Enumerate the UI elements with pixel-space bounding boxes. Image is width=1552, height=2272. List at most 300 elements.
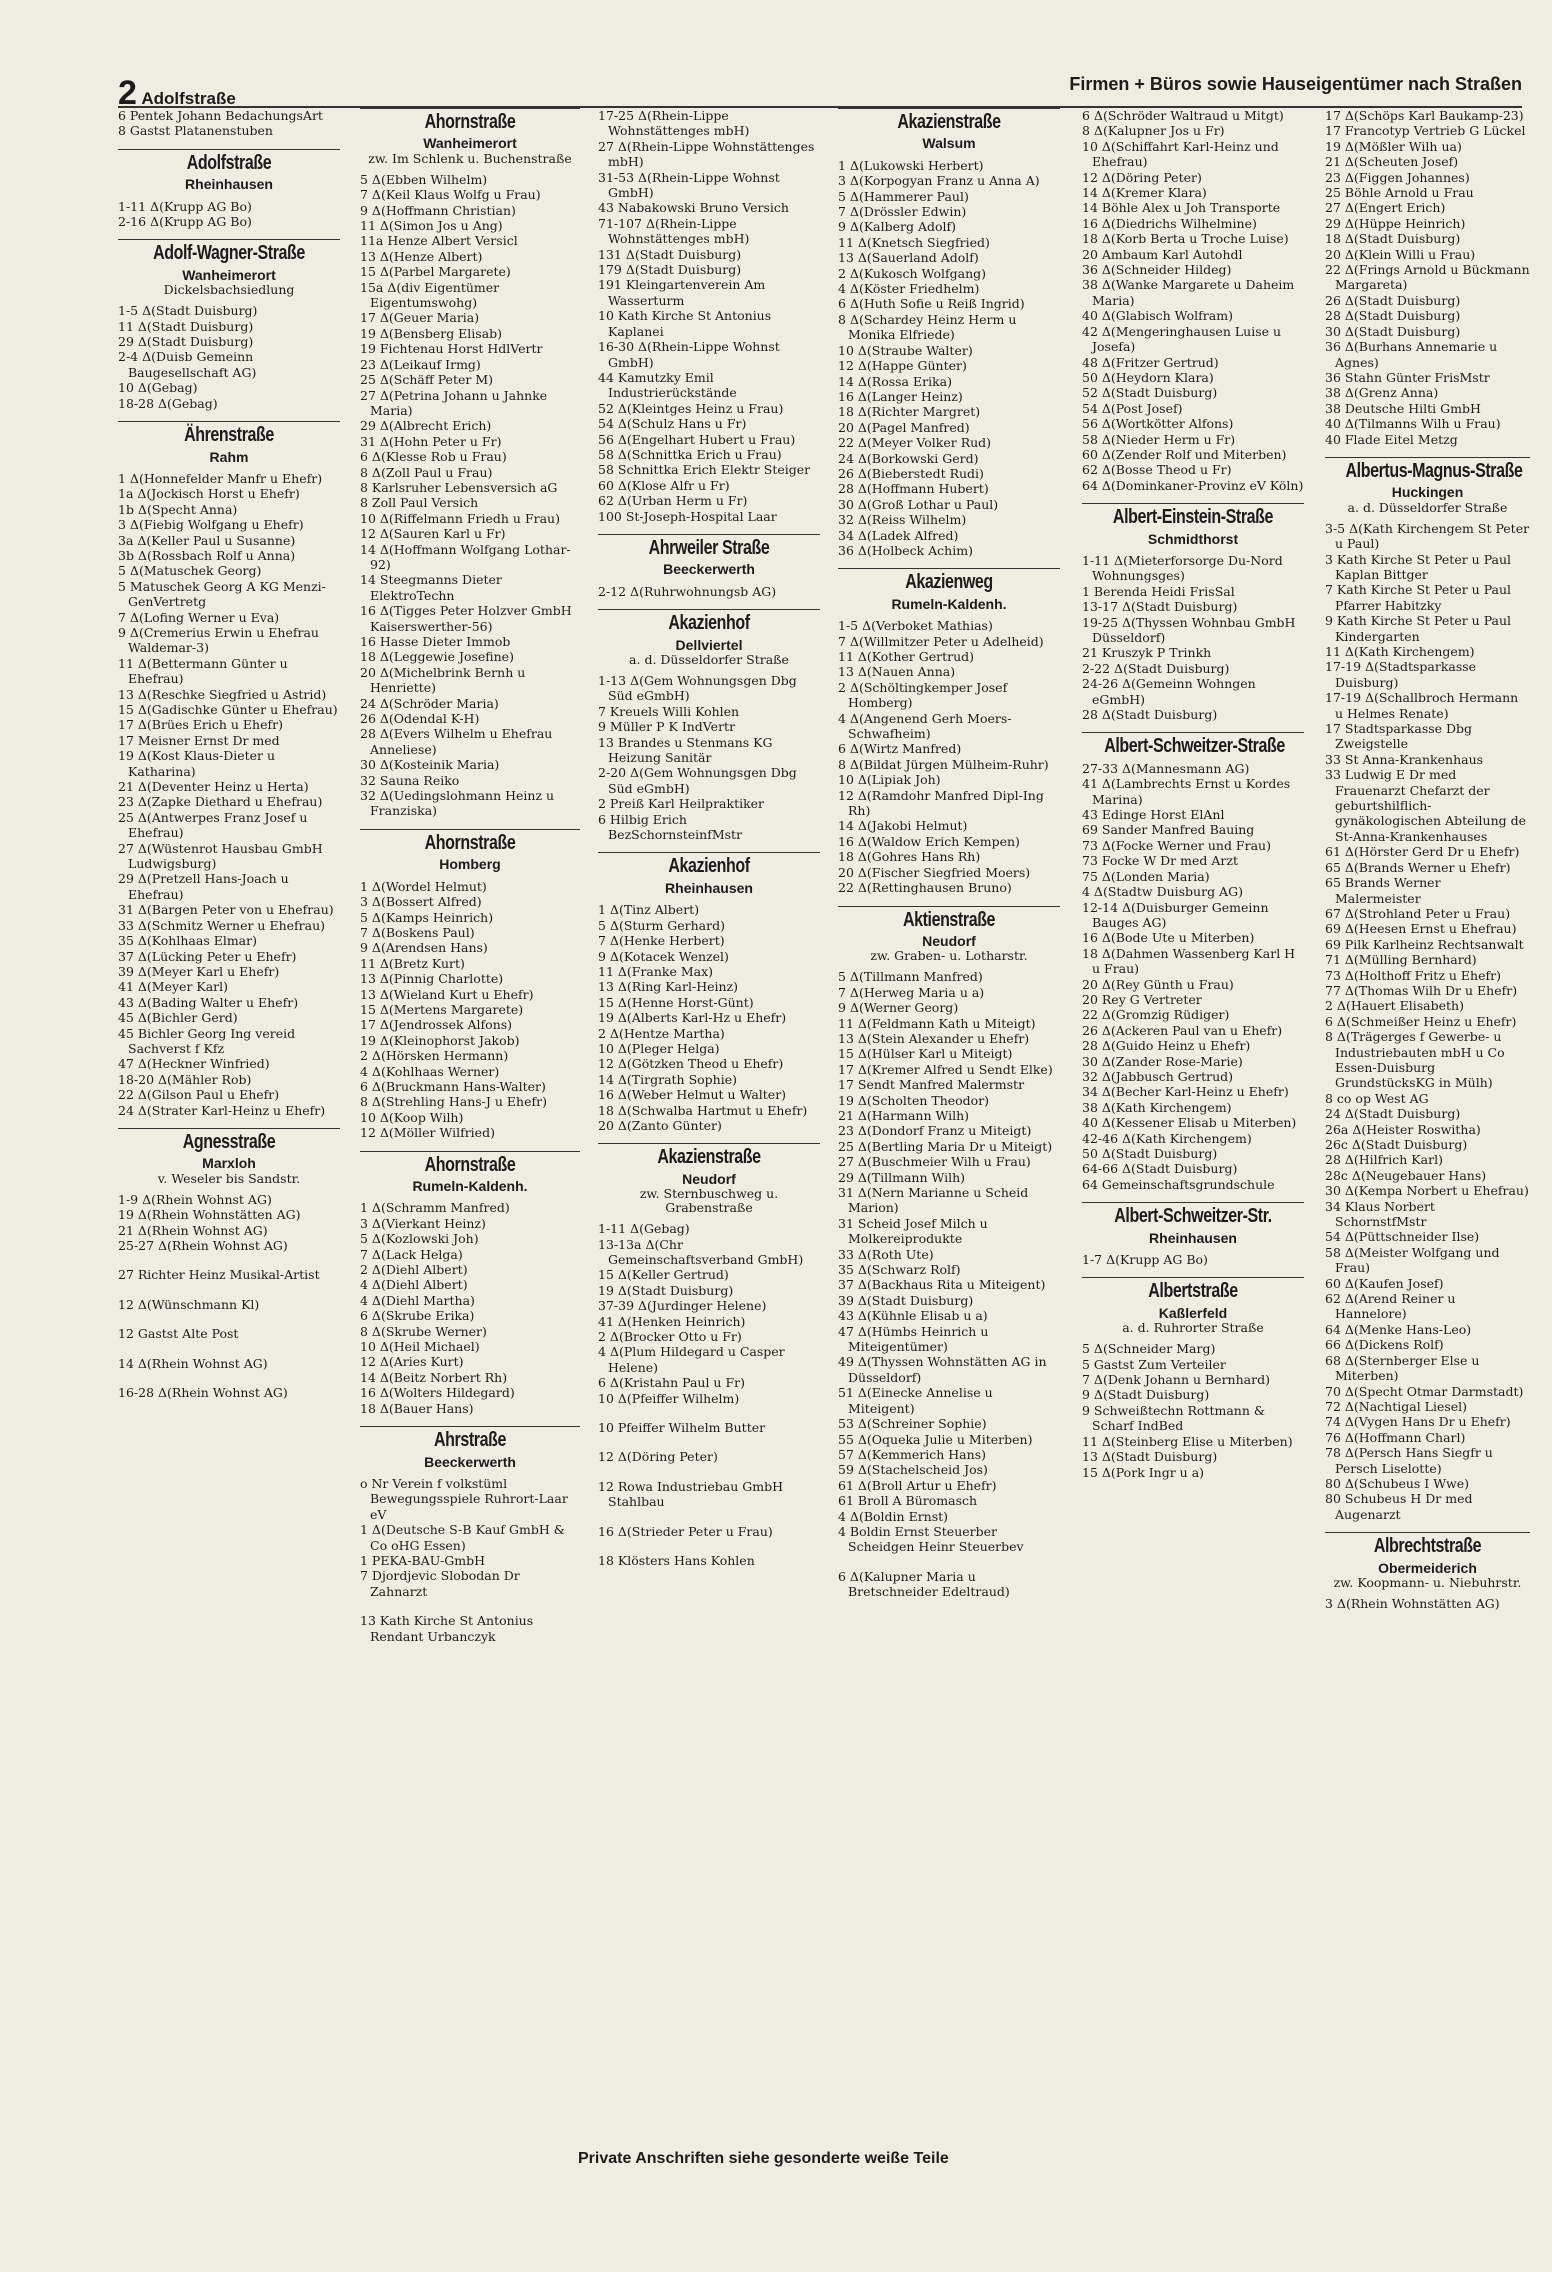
address-entry: 64 Δ(Menke Hans-Leo) xyxy=(1325,1321,1472,1337)
address-entry: 26c Δ(Stadt Duisburg) xyxy=(1325,1137,1468,1152)
address-entry: 24 Δ(Stadt Duisburg) xyxy=(1325,1106,1461,1122)
address-entry: 74 Δ(Vygen Hans Dr u Ehefr) xyxy=(1325,1414,1511,1430)
address-entry: 1 Berenda Heidi FrisSal xyxy=(1082,583,1235,599)
address-entry: 18-20 Δ(Mähler Rob) xyxy=(118,1071,252,1087)
district-name: Kaßlerfeld xyxy=(1158,1304,1228,1321)
address-entry: 1a Δ(Jockisch Horst u Ehefr) xyxy=(118,486,300,502)
address-entry: 19 Δ(Stadt Duisburg) xyxy=(598,1282,734,1298)
address-entry: 6 Δ(Skrube Erika) xyxy=(360,1308,475,1324)
address-entry: 30 Δ(Stadt Duisburg) xyxy=(1325,323,1461,339)
address-entry: 10 Kath Kirche St Antonius Kaplanei xyxy=(598,308,772,339)
section-rule xyxy=(360,108,580,109)
address-entry: 16 Δ(Waldow Erich Kempen) xyxy=(838,833,1020,849)
address-entry: 36 Stahn Günter FrisMstr xyxy=(1325,369,1490,385)
address-entry: 1 Δ(Deutsche S-B Kauf GmbH & Co oHG Essen) xyxy=(360,1522,565,1553)
address-entry: 1 PEKA-BAU-GmbH xyxy=(360,1552,486,1568)
address-entry: 6 Δ(Schmeißer Heinz u Ehefr) xyxy=(1325,1013,1517,1029)
address-entry: 11 Δ(Stadt Duisburg) xyxy=(118,318,254,334)
spacer xyxy=(118,1342,340,1356)
district-name: Neudorf xyxy=(682,1170,736,1187)
address-entry: 1-5 Δ(Verboket Mathias) xyxy=(838,618,993,634)
district-name: Neudorf xyxy=(922,932,976,949)
address-entry: 7 Δ(Lofing Werner u Eva) xyxy=(118,609,280,625)
address-entry: 10 Δ(Straube Walter) xyxy=(838,342,973,358)
address-entry: 18 Δ(Stadt Duisburg) xyxy=(1325,231,1461,247)
address-entry: 73 Focke W Dr med Arzt xyxy=(1082,853,1238,869)
address-entry: 1 Δ(Lukowski Herbert) xyxy=(838,157,984,173)
address-entry: 33 St Anna-Krankenhaus xyxy=(1325,751,1484,767)
address-entry: 38 Δ(Grenz Anna) xyxy=(1325,385,1439,401)
address-entry: 12 Δ(Götzken Theod u Ehefr) xyxy=(598,1056,784,1072)
street-title: Agnesstraße xyxy=(182,1130,276,1153)
section-rule xyxy=(118,1128,340,1129)
address-entry: 10 Δ(Schiffahrt Karl-Heinz und Ehefrau) xyxy=(1082,138,1279,170)
street-section xyxy=(1325,1532,1530,1611)
address-entry: 15 Δ(Mertens Margarete) xyxy=(360,1001,524,1017)
address-entry: 60 Δ(Zender Rolf und Miterben) xyxy=(1082,446,1287,462)
address-entry: 37 Δ(Backhaus Rita u Miteigent) xyxy=(838,1277,1046,1293)
address-entry: 19 Δ(Kleinophorst Jakob) xyxy=(360,1032,520,1048)
address-entry: 19 Δ(Scholten Theodor) xyxy=(838,1092,990,1108)
address-entry: 61 Broll A Büromasch xyxy=(838,1493,978,1509)
address-entry: 19 Δ(Alberts Karl-Hz u Ehefr) xyxy=(598,1010,787,1026)
address-entry: 72 Δ(Nachtigal Liesel) xyxy=(1325,1398,1468,1414)
address-entry: 5 Δ(Matuschek Georg) xyxy=(118,563,262,579)
address-entry: 6 Δ(Huth Sofie u Reiß Ingrid) xyxy=(838,296,1025,312)
address-entry: 6 Δ(Klesse Rob u Frau) xyxy=(360,449,507,465)
address-entry: 69 Pilk Karlheinz Rechtsanwalt xyxy=(1325,936,1524,952)
address-entry: 14 Δ(Kremer Klara) xyxy=(1082,185,1207,201)
address-entry: 51 Δ(Einecke Annelise u Miteigent) xyxy=(838,1385,993,1416)
address-entry: 7 Δ(Keil Klaus Wolfg u Frau) xyxy=(360,187,541,203)
address-entry: 21 Kruszyk P Trinkh xyxy=(1082,645,1212,661)
address-entry: 17 Δ(Kremer Alfred u Sendt Elke) xyxy=(838,1061,1053,1077)
address-entry: 69 Sander Manfred Bauing xyxy=(1082,822,1255,838)
section-rule xyxy=(838,108,1060,109)
spacer xyxy=(118,1253,340,1267)
address-entry: 21 Δ(Rhein Wohnst AG) xyxy=(118,1222,268,1238)
section-rule xyxy=(360,1426,580,1427)
street-section xyxy=(360,829,580,1141)
address-entry: 13 Δ(Wieland Kurt u Ehefr) xyxy=(360,986,534,1002)
address-entry: 16 Δ(Diedrichs Wilhelmine) xyxy=(1082,215,1257,231)
address-entry: 8 Δ(Schardey Heinz Herm u Monika Elfriede) xyxy=(838,311,1017,343)
address-entry: 3 Δ(Rhein Wohnstätten AG) xyxy=(1325,1595,1500,1611)
address-entry: 32 Δ(Jabbusch Gertrud) xyxy=(1082,1068,1234,1084)
address-entry: 77 Δ(Thomas Wilh Dr u Ehefr) xyxy=(1325,982,1518,998)
address-entry: 2 Δ(Diehl Albert) xyxy=(360,1262,468,1278)
address-entry: 76 Δ(Hoffmann Charl) xyxy=(1325,1429,1466,1445)
address-entry: 68 Δ(Sternberger Else u Miterben) xyxy=(1325,1352,1480,1384)
address-entry: 14 Δ(Tirgrath Sophie) xyxy=(598,1071,737,1087)
address-entry: 36 Δ(Holbeck Achim) xyxy=(838,542,973,558)
address-entry: 13 Kath Kirche St Antonius Rendant Urbanczyk xyxy=(360,1613,534,1644)
address-entry: 2 Δ(Hörsken Hermann) xyxy=(360,1048,509,1064)
address-entry: 23 Δ(Dondorf Franz u Miteigt) xyxy=(838,1123,1032,1139)
address-entry: 19-25 Δ(Thyssen Wohnbau GmbH Düsseldorf) xyxy=(1082,614,1296,645)
street-section xyxy=(598,609,820,842)
street-section xyxy=(118,149,340,230)
address-entry: 43 Δ(Kühnle Elisab u a) xyxy=(838,1308,988,1324)
section-rule xyxy=(838,906,1060,907)
address-entry: 24 Δ(Strater Karl-Heinz u Ehefr) xyxy=(118,1102,326,1118)
street-title: Adolfstraße xyxy=(186,151,272,174)
address-entry: 26 Δ(Bieberstedt Rudi) xyxy=(838,465,984,481)
spacer xyxy=(598,1510,820,1524)
address-entry: 35 Δ(Kohlhaas Elmar) xyxy=(118,933,257,949)
address-entry: 131 Δ(Stadt Duisburg) xyxy=(598,246,742,262)
address-entry: 17-19 Δ(Schallbroch Hermann u Helmes Renate) xyxy=(1325,690,1519,721)
address-entry: 56 Δ(Wortkötter Alfons) xyxy=(1082,416,1234,432)
address-entry: 191 Kleingartenverein Am Wasserturm xyxy=(598,277,766,308)
address-entry: 16 Δ(Strieder Peter u Frau) xyxy=(598,1523,773,1539)
address-entry: 25 Δ(Schäff Peter M) xyxy=(360,372,493,388)
address-entry: 65 Δ(Brands Werner u Ehefr) xyxy=(1325,859,1511,875)
address-entry: 41 Δ(Lambrechts Ernst u Kordes Marina) xyxy=(1082,776,1291,807)
street-range: zw. Koopmann- u. Niebuhrstr. xyxy=(1333,1574,1522,1590)
address-entry: 10 Δ(Gebag) xyxy=(118,380,198,396)
spacer xyxy=(598,1435,820,1449)
district-name: Beeckerwerth xyxy=(424,1453,516,1470)
address-entry: 34 Δ(Ladek Alfred) xyxy=(838,527,959,543)
address-entry: 13 Δ(Henze Albert) xyxy=(360,248,483,264)
address-entry: 2-22 Δ(Stadt Duisburg) xyxy=(1082,660,1230,676)
address-entry: 22 Δ(Gilson Paul u Ehefr) xyxy=(118,1087,280,1103)
address-entry: 62 Δ(Bosse Theod u Fr) xyxy=(1082,462,1232,478)
address-entry: 29 Δ(Hüppe Heinrich) xyxy=(1325,215,1466,231)
address-entry: 27 Δ(Rhein-Lippe Wohnstättenges mbH) xyxy=(598,138,815,170)
address-entry: 26 Δ(Odendal K-H) xyxy=(360,711,480,727)
address-entry: 27-33 Δ(Mannesmann AG) xyxy=(1082,760,1250,776)
street-title: Albertus-Magnus-Straße xyxy=(1345,459,1523,482)
column-1 xyxy=(118,108,340,1410)
district-name: Rumeln-Kaldenh. xyxy=(412,1178,528,1194)
address-entry: 64 Gemeinschaftsgrundschule xyxy=(1082,1176,1275,1192)
address-entry: 19 Δ(Rhein Wohnstätten AG) xyxy=(118,1207,301,1223)
street-section xyxy=(1082,1202,1304,1267)
address-entry: 73 Δ(Focke Werner und Frau) xyxy=(1082,837,1271,853)
address-entry: 37 Δ(Lücking Peter u Ehefr) xyxy=(118,948,297,964)
address-entry: 14 Δ(Rossa Erika) xyxy=(838,373,952,389)
address-entry: 5 Δ(Schneider Marg) xyxy=(1082,1341,1216,1357)
column-2 xyxy=(360,108,580,1654)
address-entry: 25 Δ(Bertling Maria Dr u Miteigt) xyxy=(838,1138,1053,1154)
section-rule xyxy=(1082,1202,1304,1203)
address-entry: 20 Δ(Zanto Günter) xyxy=(598,1117,722,1133)
address-entry: 10 Δ(Pleger Helga) xyxy=(598,1040,720,1056)
address-entry: 40 Flade Eitel Metzg xyxy=(1325,431,1458,447)
address-entry: 21 Δ(Scheuten Josef) xyxy=(1325,154,1459,170)
street-title: Ahrweiler Straße xyxy=(648,536,770,559)
address-entry: 32 Δ(Uedingslohmann Heinz u Franziska) xyxy=(360,788,555,819)
address-entry: 18 Δ(Schwalba Hartmut u Ehefr) xyxy=(598,1102,808,1118)
address-entry: 12 Δ(Aries Kurt) xyxy=(360,1354,464,1370)
address-entry: 64-66 Δ(Stadt Duisburg) xyxy=(1082,1161,1238,1177)
address-entry: 26a Δ(Heister Roswitha) xyxy=(1325,1121,1481,1137)
street-range: a. d. Düsseldorfer Straße xyxy=(1347,499,1508,515)
address-entry: 2 Δ(Hentze Martha) xyxy=(598,1025,725,1041)
page-header-title: Firmen + Büros sowie Hauseigentümer nach Straßen xyxy=(1069,74,1522,94)
address-entry: 29 Δ(Albrecht Erich) xyxy=(360,418,492,434)
address-entry: 13-13a Δ(Chr Gemeinschaftsverband GmbH) xyxy=(598,1236,804,1267)
district-name: Rheinhausen xyxy=(665,879,753,896)
address-entry: 71 Δ(Mülling Bernhard) xyxy=(1325,952,1477,968)
section-rule xyxy=(598,534,820,535)
address-entry: 30 Δ(Kempa Norbert u Ehefrau) xyxy=(1325,1183,1529,1199)
address-entry: 2-12 Δ(Ruhrwohnungsb AG) xyxy=(598,583,777,599)
address-entry: 17-19 Δ(Stadtsparkasse Duisburg) xyxy=(1325,659,1477,690)
district-name: Marxloh xyxy=(202,1155,256,1172)
address-entry: 34 Δ(Becher Karl-Heinz u Ehefr) xyxy=(1082,1084,1289,1100)
address-entry: 17-25 Δ(Rhein-Lippe Wohnstättenges mbH) xyxy=(598,108,750,139)
address-entry: 11 Δ(Feldmann Kath u Miteigt) xyxy=(838,1015,1036,1031)
address-entry: 39 Δ(Stadt Duisburg) xyxy=(838,1292,974,1308)
section-rule xyxy=(598,609,820,610)
address-entry: 1 Δ(Wordel Helmut) xyxy=(360,878,487,894)
district-name: Wanheimerort xyxy=(423,135,517,152)
address-entry: 19 Δ(Bensberg Elisab) xyxy=(360,325,503,341)
address-entry: 41 Δ(Meyer Karl) xyxy=(118,979,229,995)
address-entry: 7 Djordjevic Slobodan Dr Zahnarzt xyxy=(360,1568,520,1599)
address-entry: 54 Δ(Püttschneider Ilse) xyxy=(1325,1229,1480,1245)
address-entry: 8 Δ(Strehling Hans-J u Ehefr) xyxy=(360,1094,547,1110)
address-entry: 12 Rowa Industriebau GmbH Stahlbau xyxy=(598,1478,784,1510)
address-entry: 10 Δ(Riffelmann Friedh u Frau) xyxy=(360,510,560,526)
address-entry: 28c Δ(Neugebauer Hans) xyxy=(1325,1167,1487,1183)
street-range: Dickelsbachsiedlung xyxy=(163,282,295,298)
street-section xyxy=(1082,503,1304,722)
address-entry: 11 Δ(Kath Kirchengem) xyxy=(1325,644,1475,659)
street-title: Adolf-Wagner-Straße xyxy=(153,242,305,265)
street-section xyxy=(1325,108,1530,447)
address-entry: 38 Deutsche Hilti GmbH xyxy=(1325,400,1481,416)
address-entry: 54 Δ(Post Josef) xyxy=(1082,400,1183,416)
address-entry: 8 Gastst Platanenstuben xyxy=(118,123,273,139)
address-entry: 80 Schubeus H Dr med Augenarzt xyxy=(1325,1491,1473,1522)
address-entry: 29 Δ(Pretzell Hans-Joach u Ehefrau) xyxy=(118,871,289,902)
section-rule xyxy=(360,1151,580,1152)
address-entry: 23 Δ(Zapke Diethard u Ehefrau) xyxy=(118,794,323,810)
address-entry: 2 Δ(Hauert Elisabeth) xyxy=(1325,998,1464,1014)
address-entry: 11 Δ(Steinberg Elise u Miterben) xyxy=(1082,1433,1293,1449)
district-name: Wanheimerort xyxy=(182,266,276,283)
spacer xyxy=(118,1283,340,1297)
column-6 xyxy=(1325,108,1530,1621)
address-entry: 19 Fichtenau Horst HdlVertr xyxy=(360,341,543,357)
address-entry: 3b Δ(Rossbach Rolf u Anna) xyxy=(118,547,296,563)
address-entry: 13 Δ(Nauen Anna) xyxy=(838,664,956,680)
district-name: Dellviertel xyxy=(675,636,743,653)
street-title: Albert-Schweitzer-Straße xyxy=(1104,735,1285,758)
address-entry: 32 Δ(Reiss Wilhelm) xyxy=(838,512,967,528)
address-entry: 43 Δ(Bading Walter u Ehefr) xyxy=(118,994,299,1010)
address-entry: 14 Δ(Jakobi Helmut) xyxy=(838,818,968,834)
address-entry: 3-5 Δ(Kath Kirchengem St Peter u Paul) xyxy=(1325,520,1530,552)
address-entry: 1-11 Δ(Gebag) xyxy=(598,1221,690,1237)
address-entry: 5 Gastst Zum Verteiler xyxy=(1082,1356,1226,1372)
address-entry: 10 Pfeiffer Wilhelm Butter xyxy=(598,1420,766,1436)
address-entry: 28 Δ(Stadt Duisburg) xyxy=(1082,707,1218,723)
address-entry: 40 Δ(Glabisch Wolfram) xyxy=(1082,308,1233,324)
address-entry: 52 Δ(Kleintges Heinz u Frau) xyxy=(598,400,784,416)
section-rule xyxy=(598,852,820,853)
address-entry: 61 Δ(Broll Artur u Ehefr) xyxy=(838,1477,997,1493)
address-entry: 28 Δ(Guido Heinz u Ehefr) xyxy=(1082,1038,1251,1054)
street-range: zw. Graben- u. Lotharstr. xyxy=(870,948,1028,964)
address-entry: 17 Δ(Jendrossek Alfons) xyxy=(360,1017,513,1033)
address-entry: 42 Δ(Mengeringhausen Luise u Josefa) xyxy=(1082,323,1282,355)
address-entry: 47 Δ(Hümbs Heinrich u Miteigentümer) xyxy=(838,1323,989,1355)
address-entry: 16 Hasse Dieter Immob xyxy=(360,634,511,649)
address-entry: 11 Δ(Bettermann Günter u Ehefrau) xyxy=(118,655,288,687)
address-entry: 27 Richter Heinz Musikal-Artist xyxy=(118,1267,320,1283)
page-number: 2 xyxy=(118,74,137,112)
address-entry: 13 Δ(Ring Karl-Heinz) xyxy=(598,979,739,995)
address-entry: 33 Δ(Schmitz Werner u Ehefrau) xyxy=(118,917,326,933)
address-entry: 16 Δ(Weber Helmut u Walter) xyxy=(598,1087,787,1103)
address-entry: 20 Δ(Fischer Siegfried Moers) xyxy=(838,864,1031,880)
address-entry: 11 Δ(Bretz Kurt) xyxy=(360,955,465,971)
address-entry: 18 Δ(Korb Berta u Troche Luise) xyxy=(1082,231,1289,247)
address-entry: 10 Δ(Pfeiffer Wilhelm) xyxy=(598,1390,740,1406)
address-entry: 8 Δ(Kalupner Jos u Fr) xyxy=(1082,123,1225,139)
address-entry: 23 Δ(Leikauf Irmg) xyxy=(360,356,481,372)
address-entry: 5 Δ(Ebben Wilhelm) xyxy=(360,171,488,187)
address-entry: 7 Δ(Drössler Edwin) xyxy=(838,204,967,220)
section-rule xyxy=(118,149,340,150)
column-4 xyxy=(838,108,1060,1610)
address-entry: 1-11 Δ(Krupp AG Bo) xyxy=(118,198,252,214)
district-name: Homberg xyxy=(439,856,501,873)
address-entry: 6 Hilbig Erich BezSchornsteinfMstr xyxy=(598,811,743,843)
street-range: a. d. Düsseldorfer Straße xyxy=(629,652,789,667)
address-entry: 28 Δ(Stadt Duisburg) xyxy=(1325,308,1461,324)
address-entry: 17 Sendt Manfred Malermstr xyxy=(838,1077,1025,1093)
address-entry: 9 Δ(Werner Georg) xyxy=(838,1000,959,1016)
address-entry: 31 Scheid Josef Milch u Molkereiprodukte xyxy=(838,1215,988,1247)
address-entry: 3 Δ(Korpogyan Franz u Anna A) xyxy=(838,173,1040,189)
street-title: Albertstraße xyxy=(1148,1280,1238,1303)
address-entry: 31 Δ(Nern Marianne u Scheid Marion) xyxy=(838,1185,1029,1216)
address-entry: 33 Δ(Roth Ute) xyxy=(838,1246,934,1262)
address-entry: 13 Δ(Pinnig Charlotte) xyxy=(360,971,504,987)
address-entry: 8 Karlsruher Lebensversich aG xyxy=(360,479,558,495)
address-entry: 4 Δ(Diehl Martha) xyxy=(360,1292,475,1308)
spacer xyxy=(838,1555,1060,1569)
address-entry: 4 Δ(Plum Hildegard u Casper Helene) xyxy=(598,1344,785,1375)
address-entry: 13 Δ(Sauerland Adolf) xyxy=(838,250,979,266)
address-entry: 17 Meisner Ernst Dr med xyxy=(118,732,280,748)
address-entry: 19 Δ(Kost Klaus-Dieter u Katharina) xyxy=(118,748,276,779)
address-entry: 7 Kath Kirche St Peter u Paul Pfarrer Habitzky xyxy=(1325,582,1512,613)
address-entry: 6 Δ(Schröder Waltraud u Mitgt) xyxy=(1082,108,1284,123)
street-title: Akazienweg xyxy=(905,571,993,594)
address-entry: 13-17 Δ(Stadt Duisburg) xyxy=(1082,599,1238,615)
address-entry: 7 Δ(Boskens Paul) xyxy=(360,924,475,940)
street-title: Ahornstraße xyxy=(424,831,516,854)
address-entry: 4 Δ(Stadtw Duisburg AG) xyxy=(1082,884,1243,900)
address-entry: 43 Edinge Horst ElAnl xyxy=(1082,807,1225,823)
address-entry: 22 Δ(Frings Arnold u Bückmann Margareta) xyxy=(1325,262,1530,293)
street-section xyxy=(1082,732,1304,1192)
address-entry: 41 Δ(Henken Heinrich) xyxy=(598,1313,746,1329)
street-section xyxy=(118,1128,340,1400)
address-entry: 1 Δ(Tinz Albert) xyxy=(598,902,700,918)
address-entry: 70 Δ(Specht Otmar Darmstadt) xyxy=(1325,1383,1524,1399)
address-entry: 27 Δ(Buschmeier Wilh u Frau) xyxy=(838,1154,1031,1170)
street-title: Ährenstraße xyxy=(184,424,274,447)
address-entry: 53 Δ(Schreiner Sophie) xyxy=(838,1416,987,1432)
address-entry: 52 Δ(Stadt Duisburg) xyxy=(1082,385,1218,401)
address-entry: 9 Schweißtechn Rottmann & Scharf IndBed xyxy=(1082,1402,1265,1434)
address-entry: 28 Δ(Hilfrich Karl) xyxy=(1325,1152,1443,1168)
address-entry: 37-39 Δ(Jurdinger Helene) xyxy=(598,1298,767,1314)
address-entry: 49 Δ(Thyssen Wohnstätten AG in Düsseldorf) xyxy=(838,1354,1047,1385)
address-entry: 9 Δ(Stadt Duisburg) xyxy=(1082,1387,1210,1403)
address-entry: 9 Δ(Cremerius Erwin u Ehefrau Waldemar-3) xyxy=(118,624,319,656)
spacer xyxy=(118,1371,340,1385)
address-entry: 33 Ludwig E Dr med Frauenarzt Chefarzt der geburtshilflich-gynäkologischen Abteilung de St-Anna-Krankenhauses xyxy=(1325,767,1526,844)
street-section xyxy=(598,108,820,524)
address-entry: 34 Klaus Norbert SchornstfMstr xyxy=(1325,1198,1435,1230)
street-range: zw. Sternbuschweg u. Grabenstraße xyxy=(639,1186,779,1216)
address-entry: 29 Δ(Tillmann Wilh) xyxy=(838,1169,966,1185)
address-entry: 17 Δ(Geuer Maria) xyxy=(360,310,480,326)
address-entry: 3 Δ(Bossert Alfred) xyxy=(360,894,482,910)
street-section xyxy=(360,1151,580,1417)
address-entry: 9 Δ(Hoffmann Christian) xyxy=(360,202,516,218)
street-title: Ahrstraße xyxy=(434,1429,506,1452)
address-entry: 5 Δ(Kozlowski Joh) xyxy=(360,1231,479,1247)
address-entry: 15 Δ(Pork Ingr u a) xyxy=(1082,1464,1205,1480)
address-entry: 27 Δ(Petrina Johann u Jahnke Maria) xyxy=(360,387,548,418)
address-entry: 15 Δ(Gadischke Günter u Ehefrau) xyxy=(118,702,338,717)
district-name: Schmidthorst xyxy=(1147,530,1239,547)
district-name: Rheinhausen xyxy=(185,176,273,193)
address-entry: 30 Δ(Groß Lothar u Paul) xyxy=(838,496,999,512)
address-entry: 55 Δ(Oqueka Julie u Miterben) xyxy=(838,1431,1033,1447)
address-entry: 1 Δ(Schramm Manfred) xyxy=(360,1200,510,1216)
address-entry: 5 Matuschek Georg A KG Menzi-GenVertretg xyxy=(118,578,326,610)
address-entry: 8 Δ(Skrube Werner) xyxy=(360,1323,487,1339)
address-entry: 18 Δ(Bauer Hans) xyxy=(360,1400,474,1416)
address-entry: 14 Δ(Rhein Wohnst AG) xyxy=(118,1355,268,1371)
street-range: a. d. Ruhrorter Straße xyxy=(1122,1320,1264,1336)
address-entry: 10 Δ(Lipiak Joh) xyxy=(838,772,941,788)
address-entry: 12 Δ(Wünschmann Kl) xyxy=(118,1296,260,1312)
address-entry: 12 Δ(Sauren Karl u Fr) xyxy=(360,526,506,542)
address-entry: 30 Δ(Zander Rose-Marie) xyxy=(1082,1053,1243,1069)
address-entry: 2 Δ(Brocker Otto u Fr) xyxy=(598,1329,742,1345)
address-entry: 8 co op West AG xyxy=(1325,1090,1429,1106)
district-name: Rheinhausen xyxy=(1149,1229,1237,1246)
address-entry: 40 Δ(Tilmanns Wilh u Frau) xyxy=(1325,416,1501,432)
address-entry: 7 Δ(Herweg Maria u a) xyxy=(838,984,985,1000)
address-entry: 16 Δ(Tigges Peter Holzver GmbH Kaiserswerther-56) xyxy=(360,603,572,634)
district-name: Beeckerwerth xyxy=(663,561,755,578)
street-range: v. Weseler bis Sandstr. xyxy=(157,1170,301,1186)
address-entry: 11a Henze Albert Versicl xyxy=(360,233,518,249)
address-entry: 18-28 Δ(Gebag) xyxy=(118,395,218,411)
address-entry: 10 Δ(Koop Wilh) xyxy=(360,1109,464,1125)
address-entry: 23 Δ(Figgen Johannes) xyxy=(1325,169,1470,185)
address-entry: 16 Δ(Langer Heinz) xyxy=(838,388,963,404)
street-section xyxy=(1082,108,1304,493)
address-entry: 31-53 Δ(Rhein-Lippe Wohnst GmbH) xyxy=(598,169,780,201)
street-section xyxy=(598,534,820,599)
district-name: Walsum xyxy=(922,135,976,152)
street-section xyxy=(360,1426,580,1644)
